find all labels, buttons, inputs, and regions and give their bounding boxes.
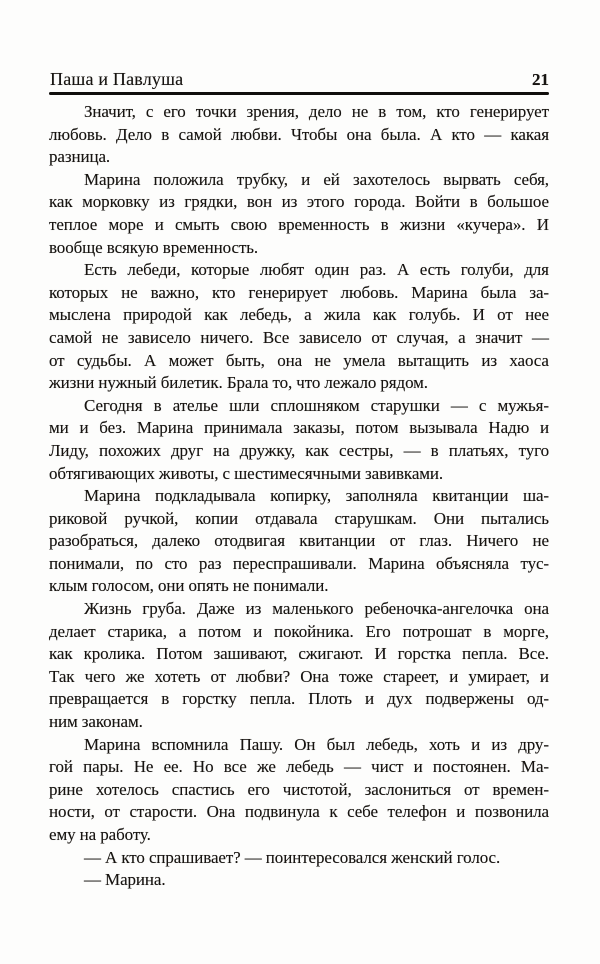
text-line: как кролика. Потом зашивают, сжигают. И горстка пепла. Все. [49,644,549,664]
text-line: ми и без. Марина принимала заказы, потом вызывала Надю и [49,418,549,438]
text-line: рине хотелось спастись его чистотой, заслониться от времен- [49,779,549,799]
text-line: Значит, с его точки зрения, дело не в том, кто генерирует [84,102,549,121]
text-line: мыслена природой как лебедь, а жила как голубь. И от нее [49,305,549,325]
running-header [50,69,549,90]
text-line: клым голосом, они опять не понимали. [49,576,329,596]
header-rule [49,92,549,95]
text-line: Лиду, похожих друг на дружку, как сестры, — в платьях, туго [49,440,549,460]
page-number: 21 [532,70,549,89]
text-line: которых не важно, кто генерирует любовь. Марина была за- [49,282,549,302]
text-line: гой пары. Не ее. Но все же лебедь — чист и постоянен. Ма- [49,757,549,777]
text-line: Жизнь груба. Даже из маленького ребеночка-ангелочка она [84,599,549,619]
text-line: от судьбы. А может быть, она не умела вытащить из хаоса [49,350,549,370]
text-line: жизни нужный билетик. Брала то, что лежало рядом. [49,373,428,393]
text-line: Так чего же хотеть от любви? Она тоже стареет, и умирает, и [49,666,549,686]
text-line: ности, от старости. Она подвинула к себе телефон и позвонила [49,802,549,822]
text-line: разобраться, далеко отодвигая квитанции от глаз. Ничего не [49,531,549,551]
text-line: как морковку из грядки, вон из этого города. Войти в большое [49,192,549,212]
text-line: превращается в горстку пепла. Плоть и дух подвержены од- [49,689,549,709]
text-line: Марина положила трубку, и ей захотелось вырвать себя, [84,169,549,189]
text-line: Сегодня в ателье шли сплошняком старушки — с мужья- [84,395,549,415]
text-line: разница. [49,147,111,167]
dialogue-line: — Марина. [84,870,166,890]
text-line: обтягивающих животы, с шестимесячными завивками. [49,463,444,483]
text-line: вообще всякую временность. [49,237,259,257]
running-header-title: Паша и Павлуша [50,69,184,89]
text-line: ему на работу. [49,825,151,844]
text-line: Марина вспомнила Пашу. Он был лебедь, хоть и из дру- [84,734,549,754]
text-line: риковой ручкой, копии отдавала старушкам. Они пытались [49,508,549,528]
text-line: понимали, по сто раз переспрашивали. Марина объясняла тус- [49,553,549,573]
text-line: любовь. Дело в самой любви. Чтобы она была. А кто — какая [49,124,549,144]
text-line: делает старика, а потом и покойника. Его потрошат в морге, [49,621,549,641]
dialogue-line: — А кто спрашивает? — поинтересовался женский голос. [84,847,501,867]
page-text [49,101,549,892]
text-line: ним законам. [49,712,143,732]
text-line: теплое море и смыть свою временность в жизни «кучера». И [49,214,549,234]
text-line: Марина подкладывала копирку, заполняла квитанции ша- [84,486,549,506]
text-line: самой не зависело ничего. Все зависело от случая, а значит — [49,327,549,347]
text-line: Есть лебеди, которые любят один раз. А есть голуби, для [84,260,549,280]
